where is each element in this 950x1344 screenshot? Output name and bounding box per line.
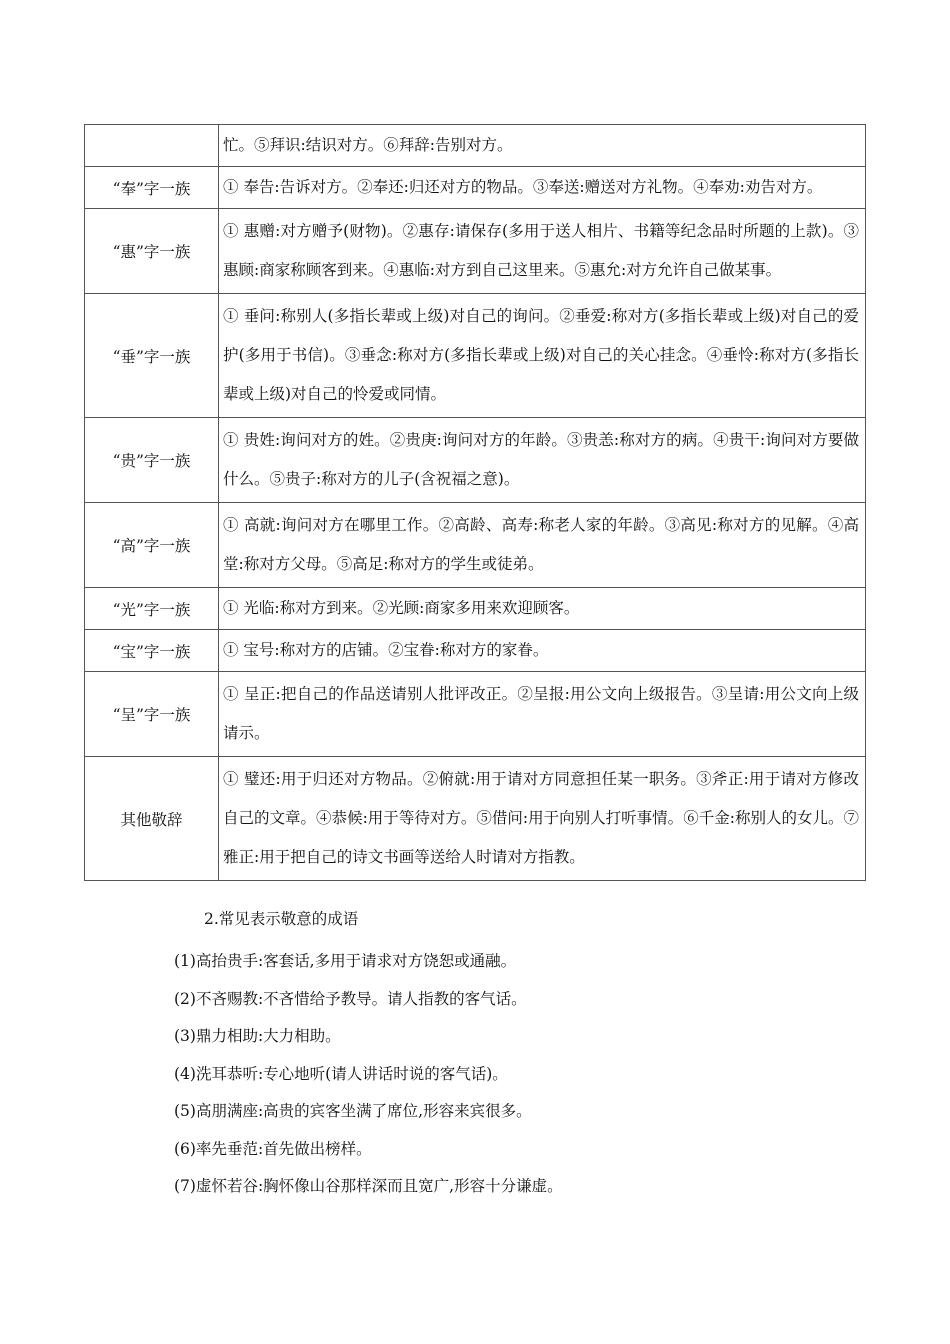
description-cell: 忙。⑤拜识:结识对方。⑥拜辞:告别对方。 xyxy=(219,125,866,167)
section-heading: 2.常见表示敬意的成语 xyxy=(204,910,359,928)
category-cell: “呈”字一族 xyxy=(85,672,219,757)
idiom-list xyxy=(174,943,563,1206)
description-cell: ① 呈正:把自己的作品送请别人批评改正。②呈报:用公文向上级报告。③呈请:用公文向上级请示。 xyxy=(219,672,866,757)
category-cell: “光”字一族 xyxy=(85,588,219,630)
honorifics-table xyxy=(84,124,866,881)
description-cell: ① 惠赠:对方赠予(财物)。②惠存:请保存(多用于送人相片、书籍等纪念品时所题的上款)。③惠顾:商家称顾客到来。④惠临:对方到自己这里来。⑤惠允:对方允许自己做某事。 xyxy=(219,209,866,294)
table-row xyxy=(85,503,866,588)
description-cell: ① 垂问:称别人(多指长辈或上级)对自己的询问。②垂爱:称对方(多指长辈或上级)对自己的爱护(多用于书信)。③垂念:称对方(多指长辈或上级)对自己的关心挂念。④垂怜:称对方(多指长辈或上级)对自己的怜爱或同情。 xyxy=(219,294,866,418)
list-item: (2)不吝赐教:不吝惜给予教导。请人指教的客气话。 xyxy=(174,989,527,1008)
category-cell: “贵”字一族 xyxy=(85,418,219,503)
table-row xyxy=(85,125,866,167)
description-cell: ① 高就:询问对方在哪里工作。②高龄、高寿:称老人家的年龄。③高见:称对方的见解。④高堂:称对方父母。⑤高足:称对方的学生或徒弟。 xyxy=(219,503,866,588)
category-cell: “奉”字一族 xyxy=(85,167,219,209)
category-cell: 其他敬辞 xyxy=(85,757,219,881)
list-item: (1)高抬贵手:客套话,多用于请求对方饶恕或通融。 xyxy=(174,952,517,970)
table-row xyxy=(85,209,866,294)
description-cell: ① 宝号:称对方的店铺。②宝眷:称对方的家眷。 xyxy=(219,630,866,672)
description-cell: ① 贵姓:询问对方的姓。②贵庚:询问对方的年龄。③贵恙:称对方的病。④贵干:询问对方要做什么。⑤贵子:称对方的儿子(含祝福之意)。 xyxy=(219,418,866,503)
category-cell: “垂”字一族 xyxy=(85,294,219,418)
list-item: (3)鼎力相助:大力相助。 xyxy=(174,1027,341,1045)
description-cell: ① 璧还:用于归还对方物品。②俯就:用于请对方同意担任某一职务。③斧正:用于请对方修改自己的文章。④恭候:用于等待对方。⑤借问:用于向别人打听事情。⑥千金:称别人的女儿。⑦雅正:用于把自己的诗文书画等送给人时请对方指教。 xyxy=(219,757,866,881)
list-item: (6)率先垂范:首先做出榜样。 xyxy=(174,1139,372,1158)
table-row xyxy=(85,167,866,209)
category-cell: “惠”字一族 xyxy=(85,209,219,294)
description-cell: ① 奉告:告诉对方。②奉还:归还对方的物品。③奉送:赠送对方礼物。④奉劝:劝告对方。 xyxy=(219,167,866,209)
table-row xyxy=(85,588,866,630)
table-row xyxy=(85,630,866,672)
table-row xyxy=(85,418,866,503)
description-cell: ① 光临:称对方到来。②光顾:商家多用来欢迎顾客。 xyxy=(219,588,866,630)
table-row xyxy=(85,672,866,757)
category-cell: “宝”字一族 xyxy=(85,630,219,672)
list-item: (7)虚怀若谷:胸怀像山谷那样深而且宽广,形容十分谦虚。 xyxy=(174,1177,563,1195)
category-cell: “高”字一族 xyxy=(85,503,219,588)
list-item: (5)高朋满座:高贵的宾客坐满了席位,形容来宾很多。 xyxy=(174,1102,532,1120)
category-cell xyxy=(85,125,219,167)
list-item: (4)洗耳恭听:专心地听(请人讲话时说的客气话)。 xyxy=(174,1064,508,1083)
table-row xyxy=(85,294,866,418)
table-row xyxy=(85,757,866,881)
